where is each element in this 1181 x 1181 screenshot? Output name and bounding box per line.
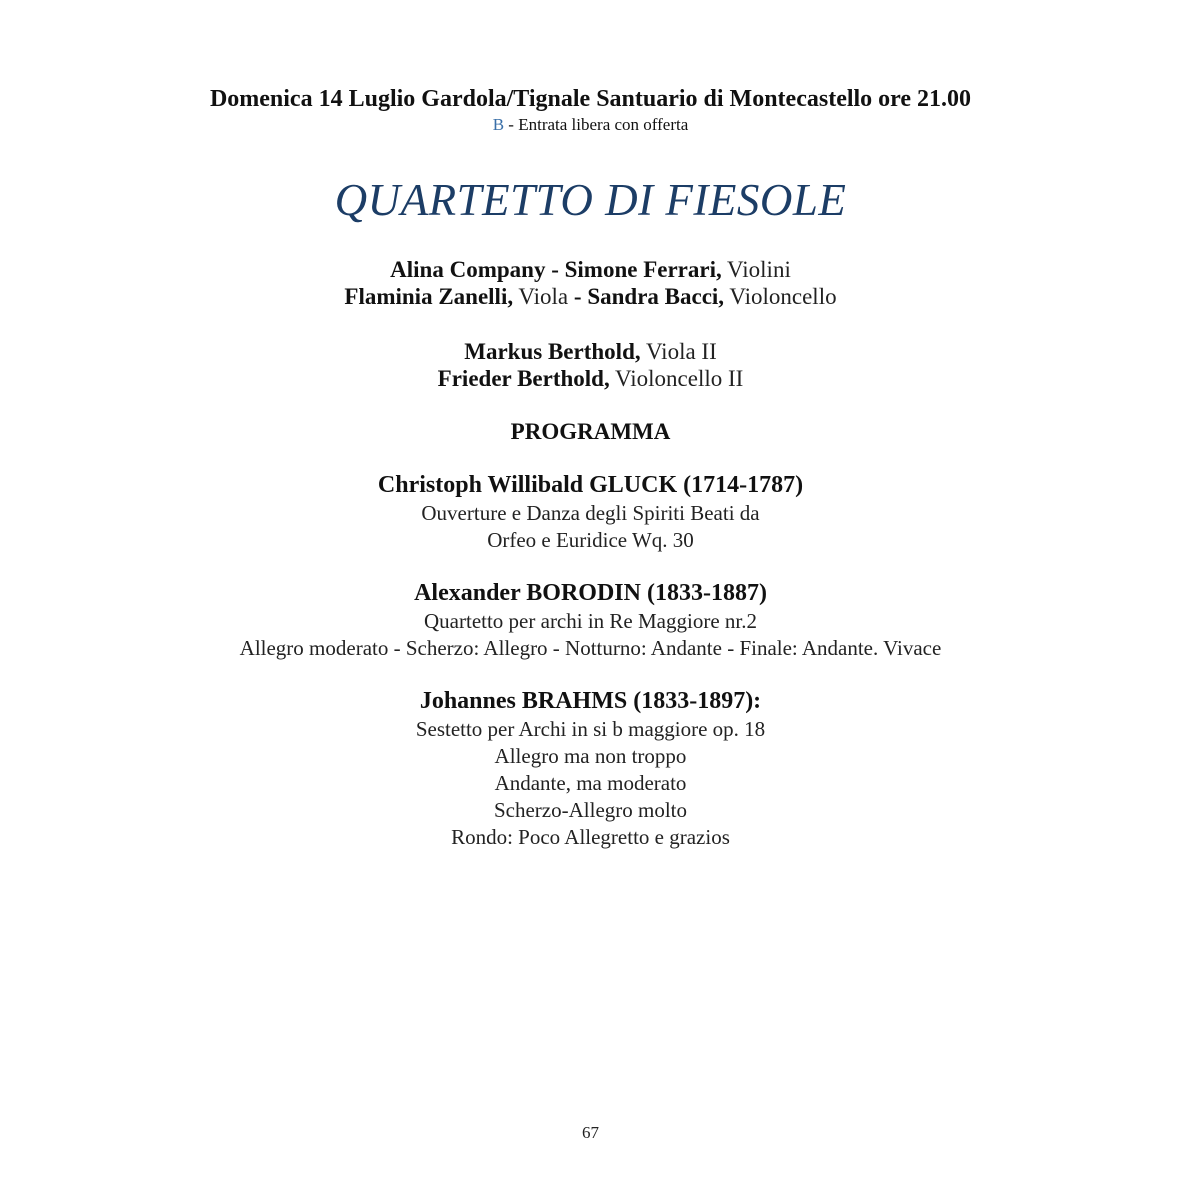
composer-heading: Alexander BORODIN (1833-1887) <box>414 580 767 606</box>
page-title: QUARTETTO DI FIESOLE <box>334 175 847 225</box>
page-number: 67 <box>582 1123 599 1142</box>
guest-role: Violoncello II <box>609 366 744 391</box>
performer-name: - Sandra Bacci, <box>573 284 725 309</box>
composer-heading: Johannes BRAHMS (1833-1897): <box>419 688 762 714</box>
programma-heading: PROGRAMMA <box>510 419 671 444</box>
performer-role: Violoncello <box>724 284 837 309</box>
performer-role: Viola <box>513 284 574 309</box>
work-line: Allegro moderato - Scherzo: Allegro - Notturno: Andante - Finale: Andante. Vivace <box>239 636 942 660</box>
program-item-brahms <box>0 687 1181 851</box>
entry-text: - Entrata libera con offerta <box>504 115 689 134</box>
event-header <box>0 84 1181 136</box>
performers <box>0 256 1181 310</box>
event-date-location: Domenica 14 Luglio Gardola/Tignale Santuario di Montecastello ore 21.00 <box>209 86 972 112</box>
guest-line <box>0 365 1181 392</box>
entry-info <box>0 114 1181 136</box>
work-line: Orfeo e Euridice Wq. 30 <box>487 528 694 552</box>
guest-role: Viola II <box>640 339 717 364</box>
composer-heading: Christoph Willibald GLUCK (1714-1787) <box>377 472 804 498</box>
guest-performers <box>0 338 1181 392</box>
performer-name: Flaminia Zanelli, <box>344 284 514 309</box>
performers-line-2 <box>0 283 1181 310</box>
work-line: Allegro ma non troppo <box>494 744 687 768</box>
guest-name: Markus Berthold, <box>464 339 641 364</box>
work-line: Quartetto per archi in Re Maggiore nr.2 <box>424 609 757 633</box>
work-line: Ouverture e Danza degli Spiriti Beati da <box>421 501 760 525</box>
program-item-borodin <box>0 579 1181 662</box>
performer-names: Alina Company - Simone Ferrari, <box>390 257 722 282</box>
work-line: Rondo: Poco Allegretto e grazios <box>451 825 730 849</box>
work-line: Sestetto per Archi in si b maggiore op. 18 <box>415 717 766 741</box>
guest-name: Frieder Berthold, <box>437 366 610 391</box>
guest-line <box>0 338 1181 365</box>
performer-role: Violini <box>721 257 791 282</box>
performers-line-1 <box>0 256 1181 283</box>
entry-code: B <box>492 115 505 134</box>
work-line: Scherzo-Allegro molto <box>493 798 688 822</box>
program-item-gluck <box>0 471 1181 554</box>
work-line: Andante, ma moderato <box>494 771 687 795</box>
